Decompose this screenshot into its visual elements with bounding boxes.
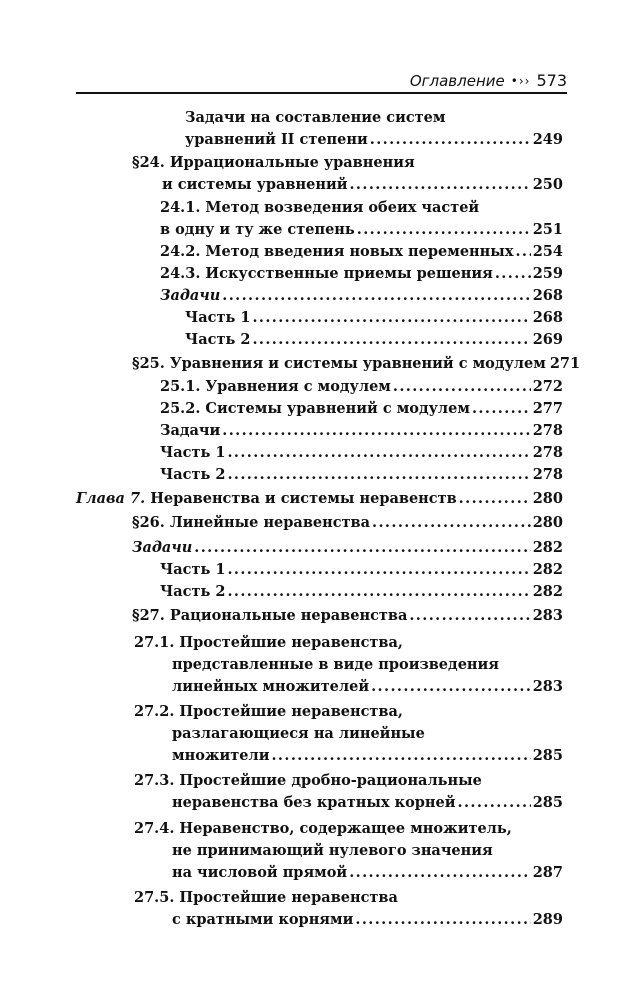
toc-entry[interactable]: Задачи ..... 278	[160, 420, 563, 442]
toc-page-number: 268	[532, 309, 563, 326]
toc-line: 27.2. Простейшие неравенства,	[134, 703, 403, 720]
toc-entry[interactable]: 24.2. Метод введения новых переменных ..... 254	[160, 241, 563, 263]
toc-page-number: 277	[532, 400, 563, 417]
toc-line: представленные в виде произведения	[172, 656, 500, 673]
toc-page-number: 254	[532, 243, 563, 260]
toc-line: §24. Иррациональные уравнения	[132, 154, 415, 171]
toc-entry[interactable]: 25.1. Уравнения с модулем ..... 272	[160, 376, 563, 398]
header-separator-icon: •››	[510, 74, 531, 88]
toc-entry[interactable]: Задачи ..... 282	[132, 537, 563, 559]
toc-line: Задачи на составление систем	[185, 109, 446, 126]
toc-entry[interactable]: 25.2. Системы уравнений с модулем ..... 277	[160, 398, 563, 420]
toc-page-number: 282	[532, 539, 563, 556]
running-header	[76, 64, 567, 94]
toc-entry[interactable]: Задачи ..... 268	[160, 285, 563, 307]
toc-page-number: 282	[532, 561, 563, 578]
toc-page-number: 289	[532, 911, 563, 928]
toc-entry[interactable]: Часть 1 ..... 282	[160, 559, 563, 581]
toc-page-number: 287	[532, 864, 563, 881]
toc-entry[interactable]: §25. Уравнения и системы уравнений с модулем 271	[132, 353, 563, 375]
toc-line: 27.5. Простейшие неравенства	[134, 889, 398, 906]
header-page-number: 573	[536, 71, 567, 90]
toc-entry[interactable]: неравенства без кратных корней ..... 285	[172, 792, 563, 814]
chapter-prefix: Глава 7.	[76, 490, 146, 507]
toc-page-number: 278	[532, 466, 563, 483]
toc-entry[interactable]: с кратными корнями ..... 289	[172, 909, 563, 931]
toc-page-number: 283	[532, 607, 563, 624]
toc-page-number: 285	[532, 794, 563, 811]
toc-entry[interactable]: уравнений II степени ..... 249	[185, 129, 563, 151]
toc-line: 27.3. Простейшие дробно-рациональные	[134, 772, 482, 789]
toc-entry[interactable]: 24.3. Искусственные приемы решения ..... 259	[160, 263, 563, 285]
toc-page-number: 283	[532, 678, 563, 695]
header-title: Оглавление	[409, 72, 505, 90]
toc-page-number: 280	[532, 514, 563, 531]
toc-page-number: 278	[532, 444, 563, 461]
toc-entry[interactable]: и системы уравнений ..... 250	[162, 174, 563, 196]
toc-entry[interactable]: Часть 2 ..... 278	[160, 464, 563, 486]
toc-entry[interactable]: линейных множителей ..... 283	[172, 676, 563, 698]
toc-page-number: 272	[532, 378, 563, 395]
toc-line: разлагающиеся на линейные	[172, 725, 425, 742]
toc-line: 24.1. Метод возведения обеих частей	[160, 199, 480, 216]
toc-entry[interactable]: §27. Рациональные неравенства ..... 283	[132, 605, 563, 627]
toc-page-number: 269	[532, 331, 563, 348]
toc-entry[interactable]: Часть 1 ..... 268	[185, 307, 563, 329]
toc-line: 27.1. Простейшие неравенства,	[134, 634, 403, 651]
toc-page-number: 249	[532, 131, 563, 148]
toc-page-number: 285	[532, 747, 563, 764]
toc-entry[interactable]: в одну и ту же степень ..... 251	[160, 219, 563, 241]
toc-page-number: 251	[532, 221, 563, 238]
toc-page-number: 278	[532, 422, 563, 439]
toc-entry[interactable]: §26. Линейные неравенства ..... 280	[132, 512, 563, 534]
toc-page-number: 268	[532, 287, 563, 304]
toc-entry[interactable]: множители ..... 285	[172, 745, 563, 767]
toc-entry[interactable]: Часть 2 ..... 269	[185, 329, 563, 351]
toc-line: не принимающий нулевого значения	[172, 842, 493, 859]
toc-chapter-entry[interactable]: Глава 7. Неравенства и системы неравенств ..... 280	[76, 488, 563, 510]
toc-line: 27.4. Неравенство, содержащее множитель,	[134, 820, 512, 837]
toc-page-number: 250	[532, 176, 563, 193]
toc-entry[interactable]: на числовой прямой ..... 287	[172, 862, 563, 884]
toc-entry[interactable]: Часть 1 ..... 278	[160, 442, 563, 464]
toc-page-number: 259	[532, 265, 563, 282]
toc-page-number: 271	[549, 355, 581, 372]
toc-page-number: 282	[532, 583, 563, 600]
toc-entry[interactable]: Часть 2 ..... 282	[160, 581, 563, 603]
toc-page-number: 280	[532, 490, 563, 507]
